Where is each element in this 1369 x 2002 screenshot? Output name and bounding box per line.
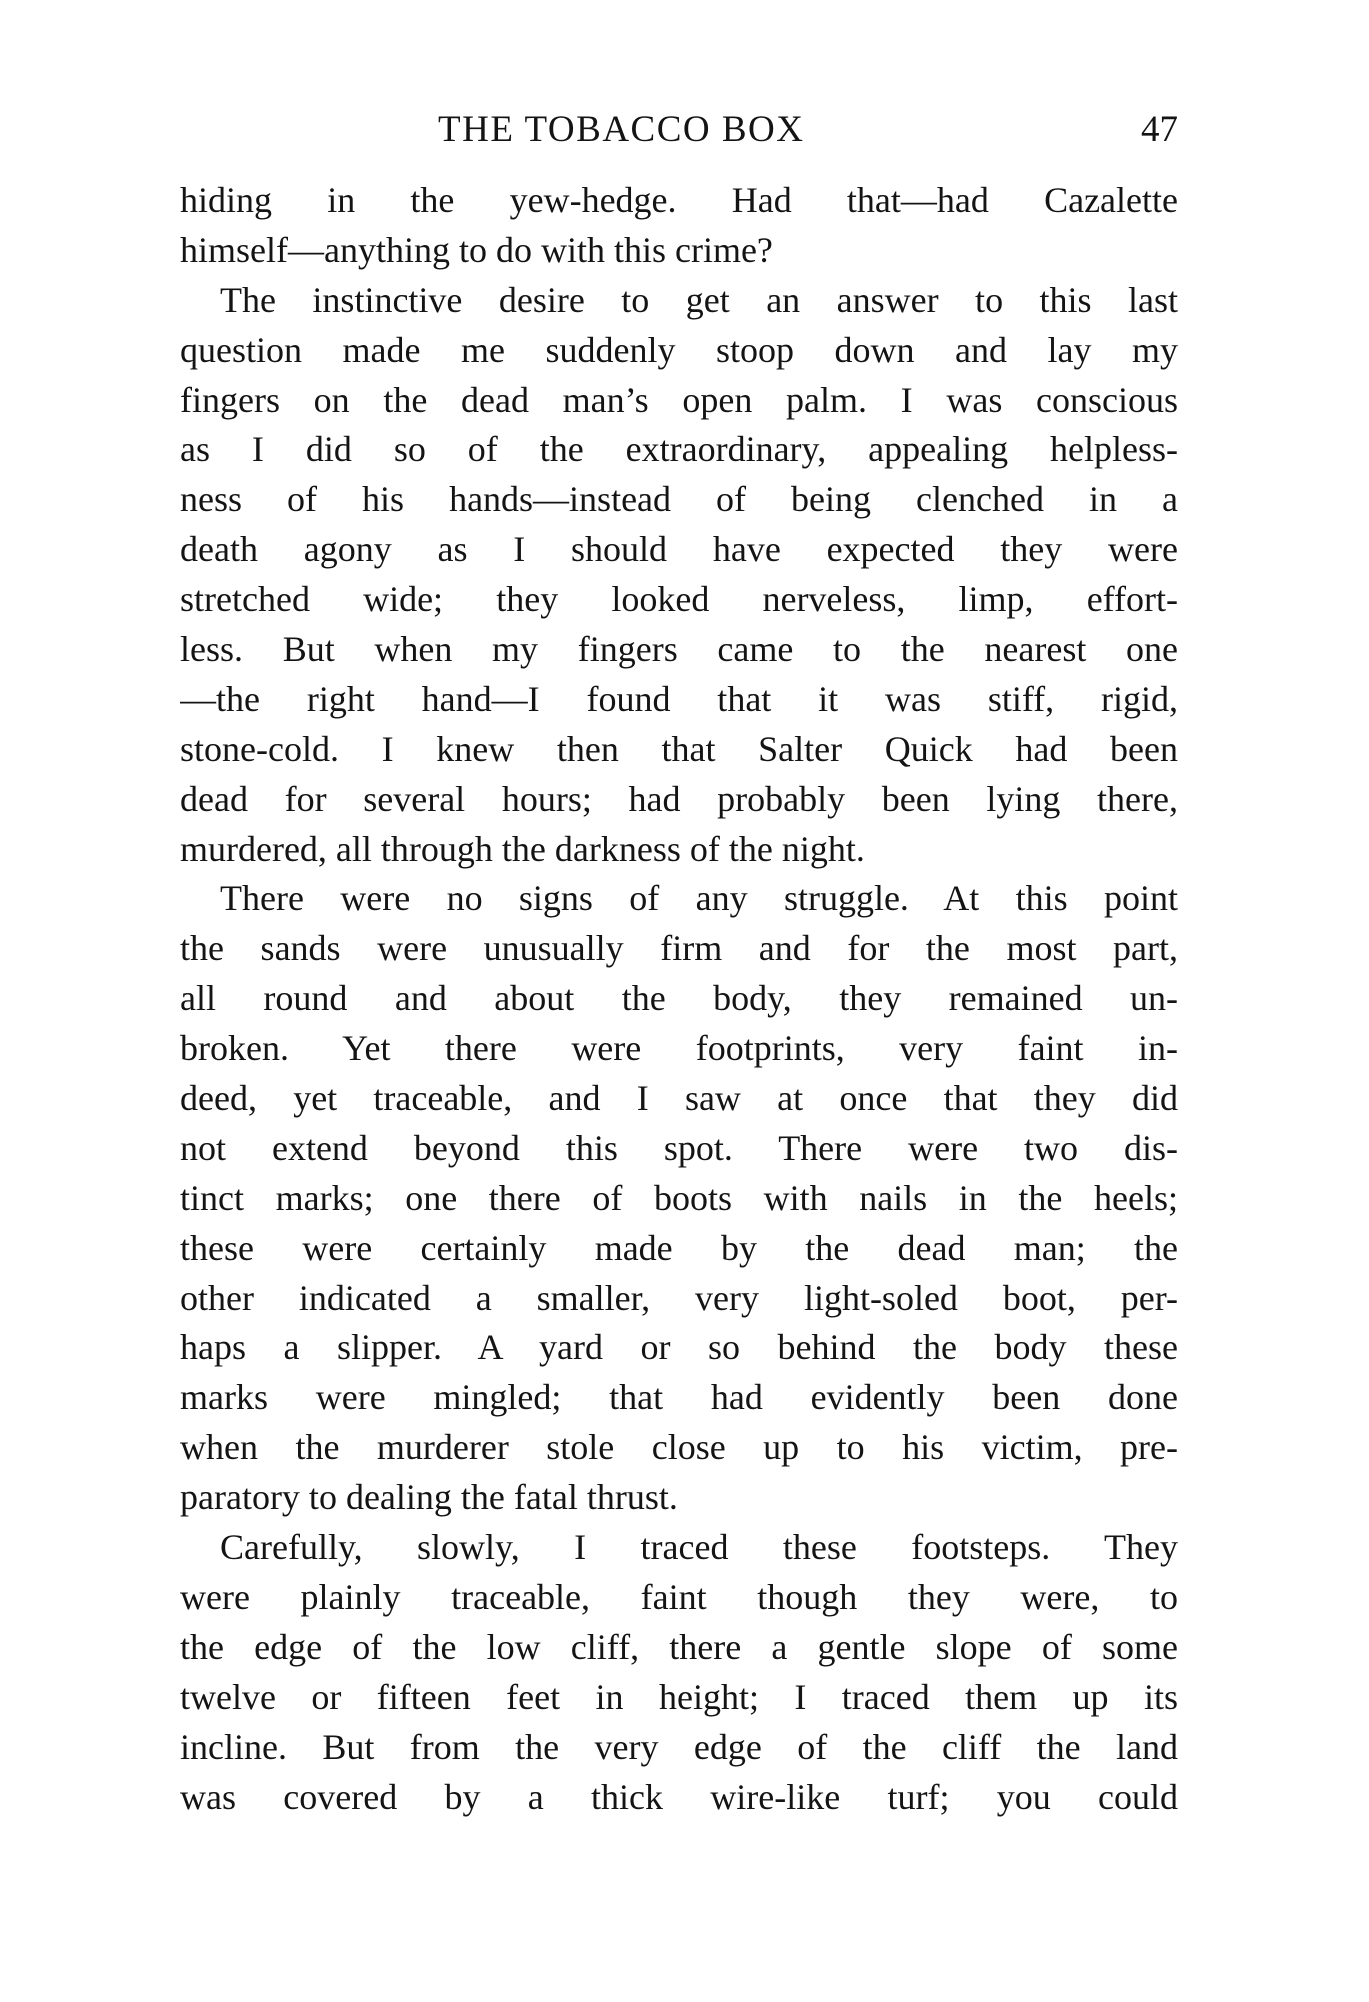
page-number: 47 xyxy=(1141,109,1178,150)
text-line: question made me suddenly stoop down and lay my xyxy=(180,329,1178,370)
text-line: Carefully, slowly, I traced these footsteps. They xyxy=(220,1527,1178,1568)
text-line: less. But when my fingers came to the nearest one xyxy=(180,629,1178,670)
text-line: twelve or fifteen feet in height; I traced them up its xyxy=(180,1676,1178,1717)
page-header xyxy=(180,100,1178,160)
body-text xyxy=(180,176,1178,1822)
text-line: stretched wide; they looked nerveless, limp, effort- xyxy=(180,579,1178,620)
text-line: were plainly traceable, faint though they were, to xyxy=(180,1576,1178,1617)
text-line: fingers on the dead man’s open palm. I was conscious xyxy=(180,379,1178,420)
text-line: when the murderer stole close up to his victim, pre- xyxy=(180,1427,1178,1468)
text-line: these were certainly made by the dead man; the xyxy=(180,1227,1178,1268)
text-line: the edge of the low cliff, there a gentle slope of some xyxy=(180,1626,1178,1667)
text-line: all round and about the body, they remained un- xyxy=(180,978,1178,1019)
text-line: was covered by a thick wire-like turf; you could xyxy=(180,1776,1178,1817)
text-line: himself—anything to do with this crime? xyxy=(180,229,773,270)
text-line: other indicated a smaller, very light-soled boot, per- xyxy=(180,1277,1178,1318)
text-line: not extend beyond this spot. There were two dis- xyxy=(180,1127,1178,1168)
text-line: tinct marks; one there of boots with nails in the heels; xyxy=(180,1177,1178,1218)
text-line: broken. Yet there were footprints, very faint in- xyxy=(180,1028,1178,1069)
text-line: the sands were unusually firm and for the most part, xyxy=(180,928,1178,969)
text-line: as I did so of the extraordinary, appealing helpless- xyxy=(180,429,1178,470)
text-line: paratory to dealing the fatal thrust. xyxy=(180,1477,678,1518)
text-line: —the right hand—I found that it was stiff, rigid, xyxy=(180,678,1178,719)
text-line: The instinctive desire to get an answer to this last xyxy=(220,279,1178,320)
text-line: marks were mingled; that had evidently been done xyxy=(180,1377,1178,1418)
text-line: hiding in the yew-hedge. Had that—had Cazalette xyxy=(180,180,1178,220)
text-line: stone-cold. I knew then that Salter Quick had been xyxy=(180,728,1178,769)
text-line: death agony as I should have expected they were xyxy=(180,529,1178,570)
text-line: There were no signs of any struggle. At this point xyxy=(220,878,1178,919)
text-line: ness of his hands—instead of being clenched in a xyxy=(180,479,1178,520)
text-line: murdered, all through the darkness of the night. xyxy=(180,828,865,869)
text-line: incline. But from the very edge of the cliff the land xyxy=(180,1726,1178,1767)
running-title: THE TOBACCO BOX xyxy=(438,109,805,150)
text-line: deed, yet traceable, and I saw at once that they did xyxy=(180,1078,1178,1119)
text-line: haps a slipper. A yard or so behind the body these xyxy=(180,1327,1178,1368)
text-line: dead for several hours; had probably been lying there, xyxy=(180,778,1178,819)
